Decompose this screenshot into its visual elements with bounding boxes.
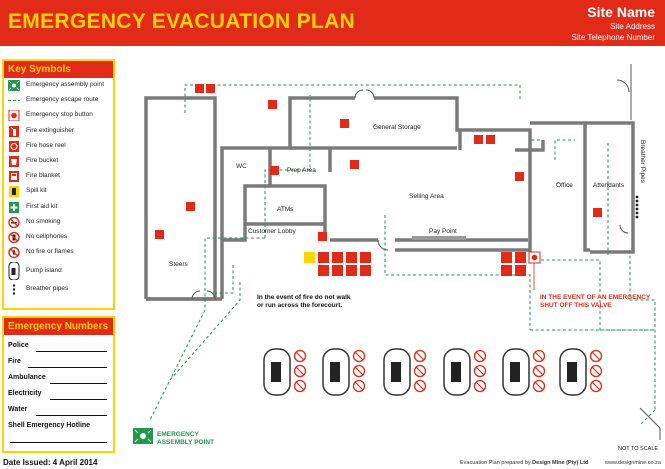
number-row-police: Police [4, 339, 113, 355]
pump-island [264, 349, 306, 395]
key-row: Fire blanket [4, 169, 113, 184]
site-phone: Site Telephone Number [571, 33, 655, 42]
number-row-ambulance: Ambulance [4, 371, 113, 387]
room-wc: WC [236, 163, 247, 170]
site-address: Site Address [610, 22, 655, 31]
emergency-numbers-title: Emergency Numbers [4, 318, 113, 335]
key-row: Emergency escape route [4, 93, 113, 108]
key-row: Pump island [4, 260, 113, 282]
valve-note-line2: SHUT OFF THIS VALVE [540, 302, 612, 309]
room-labels [169, 124, 646, 268]
website: www.designmine.co.za [605, 460, 661, 466]
room-atms: ATMs [277, 206, 294, 213]
pump-islands [264, 349, 602, 395]
key-row: Fire bucket [4, 154, 113, 169]
site-name: Site Name [587, 4, 655, 20]
pump-island [560, 349, 602, 395]
key-row: Fire extinguisher [4, 124, 113, 139]
date-issued: Date Issued: 4 April 2014 [3, 458, 98, 467]
page-title: EMERGENCY EVACUATION PLAN [8, 10, 356, 33]
key-row: No cellphones [4, 230, 113, 245]
key-row: Breather pipes [4, 282, 113, 297]
breather-pipes-marks [636, 196, 639, 219]
forecourt-note-line1: In the event of fire do not walk [257, 294, 351, 301]
valve-note-line1: IN THE EVENT OF AN EMERGENCY [540, 294, 651, 301]
assembly-point-marker [133, 428, 153, 444]
room-prep-area: Prep Area [287, 167, 316, 174]
room-office: Office [556, 182, 573, 189]
prepared-by: Evacuation Plan prepared by Design Mine (Pty) Ltd [460, 460, 589, 466]
room-steers: Steers [169, 261, 188, 268]
scale-arrow [640, 408, 660, 440]
number-row-shell-hotline: Shell Emergency Hotline [4, 419, 113, 447]
key-row: Emergency assembly point [4, 78, 113, 93]
key-row: Fire hose reel [4, 139, 113, 154]
key-row: First aid kit [4, 200, 113, 215]
pump-island [444, 349, 486, 395]
pump-island [503, 349, 545, 395]
assembly-note-line2: ASSEMBLY POINT [157, 439, 215, 446]
pump-island [384, 349, 426, 395]
scale-note: NOT TO SCALE [618, 446, 659, 452]
number-row-fire: Fire [4, 355, 113, 371]
key-row: Emergency stop button [4, 108, 113, 123]
pay-point-counter [412, 236, 466, 240]
assembly-note-line1: EMERGENCY [157, 431, 199, 438]
room-selling-area: Selling Area [409, 193, 444, 200]
pump-island [323, 349, 365, 395]
key-row: No smoking [4, 215, 113, 230]
key-row: No fire or flames [4, 245, 113, 260]
room-breather-pipes: Breather Pipes [639, 140, 646, 183]
number-row-water: Water [4, 403, 113, 419]
forecourt-note-line2: or run across the forecourt. [257, 302, 343, 309]
number-row-electricity: Electricity [4, 387, 113, 403]
key-symbols-title: Key Symbols [4, 61, 113, 78]
room-customer-lobby: Customer Lobby [248, 228, 296, 235]
room-attendants: Attendants [593, 182, 625, 189]
key-row: Spill kit [4, 184, 113, 199]
room-pay-point: Pay Point [429, 228, 457, 235]
room-general-storage: General Storage [373, 124, 421, 131]
